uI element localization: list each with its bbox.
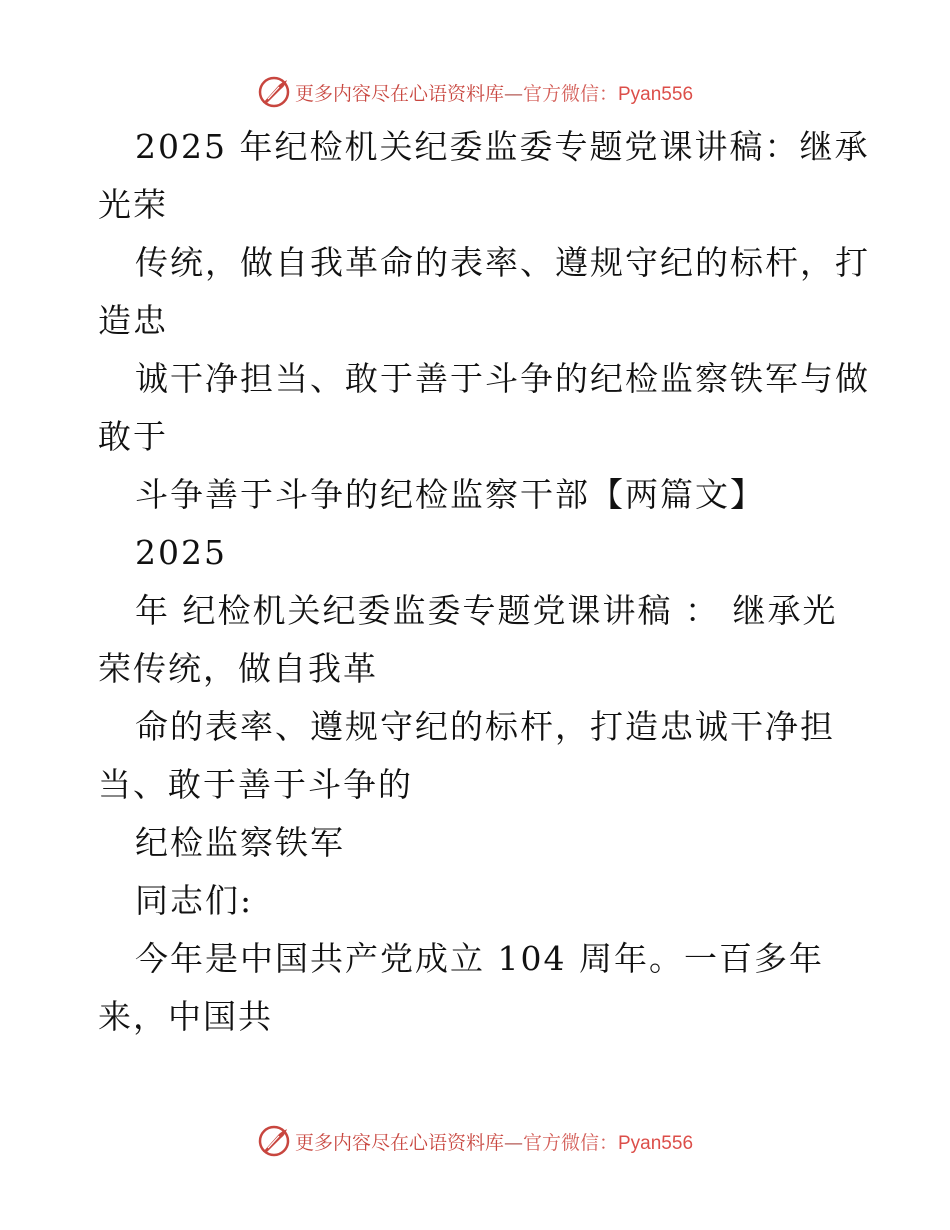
quill-pen-logo-icon bbox=[257, 75, 291, 109]
doc-line: 斗争善于斗争的纪检监察干部【两篇文】 bbox=[135, 475, 765, 514]
header-banner bbox=[0, 72, 950, 112]
doc-line: 光荣 bbox=[98, 185, 168, 224]
footer-banner bbox=[0, 1121, 950, 1161]
banner-wechat-id: Pyan556 bbox=[618, 83, 694, 105]
doc-line: 来，中国共 bbox=[98, 997, 273, 1036]
banner-wechat-label: 官方微信： bbox=[522, 1131, 618, 1154]
banner-wechat-id: Pyan556 bbox=[618, 1132, 694, 1154]
doc-line: 年 纪检机关纪委监委专题党课讲稿 ： 继承光 bbox=[135, 591, 838, 630]
doc-line: 今年是中国共产党成立 104 周年。一百多年 bbox=[135, 939, 824, 978]
banner-main-text: 更多内容尽在心语资料库 bbox=[294, 1131, 504, 1154]
doc-line: 诚干净担当、敢于善于斗争的纪检监察铁军与做 bbox=[135, 359, 870, 398]
doc-line: 当、敢于善于斗争的 bbox=[98, 765, 413, 804]
banner-main-text: 更多内容尽在心语资料库 bbox=[294, 82, 504, 105]
banner-text bbox=[295, 1128, 693, 1155]
banner-separator: — bbox=[503, 82, 523, 105]
doc-line: 传统，做自我革命的表率、遵规守纪的标杆，打 bbox=[135, 243, 870, 282]
doc-line: 荣传统，做自我革 bbox=[98, 649, 378, 688]
quill-pen-logo-icon bbox=[257, 1124, 291, 1158]
document-body bbox=[98, 118, 870, 1046]
doc-line: 2025 年纪检机关纪委监委专题党课讲稿：继承 bbox=[135, 127, 870, 166]
doc-line: 敢于 bbox=[98, 417, 168, 456]
doc-line: 同志们: bbox=[135, 881, 254, 920]
doc-line: 造忠 bbox=[98, 301, 168, 340]
banner-separator: — bbox=[503, 1131, 523, 1154]
doc-line: 2025 bbox=[135, 533, 227, 572]
banner-wechat-label: 官方微信： bbox=[522, 82, 618, 105]
banner-text bbox=[295, 79, 693, 106]
doc-line: 命的表率、遵规守纪的标杆，打造忠诚干净担 bbox=[135, 707, 835, 746]
doc-line: 纪检监察铁军 bbox=[135, 823, 345, 862]
